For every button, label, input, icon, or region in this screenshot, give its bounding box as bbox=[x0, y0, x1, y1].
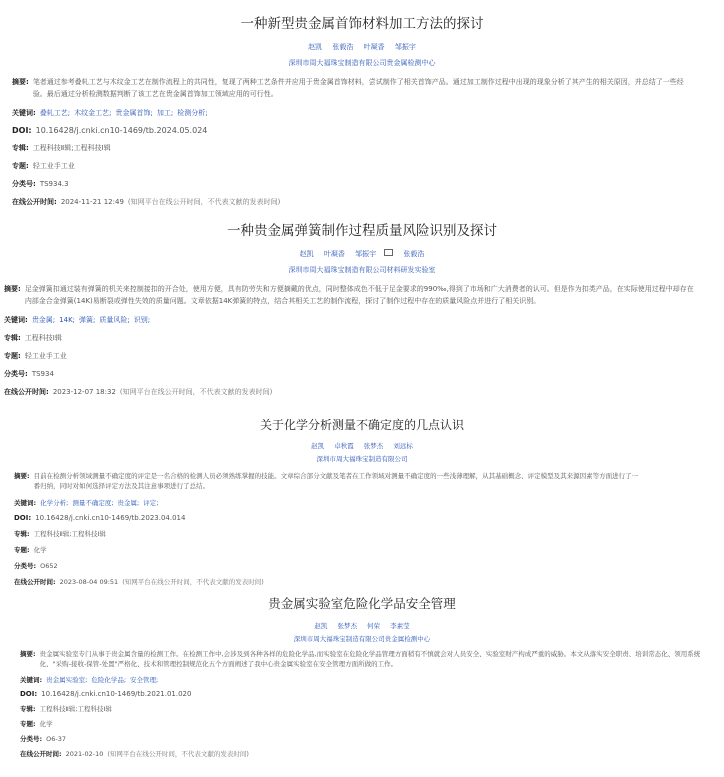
abstract-text: 贵金属实验室专门从事于贵金属含量的检测工作。在检测工作中,会涉及到各种各样的危险化学品,而实验室在危险化学品管理方面稍有不慎就会对人员安全、实验室财产构成严重的威胁。本文从落实安全职责、培训常态化、领用系统化、"采购-接收-保管-处置"严格化、技术和管理控制规范化五个方面阐述了我中心贵金属实验室在安全管理方面所做的工作。 bbox=[39, 650, 701, 668]
series-value: 工程科技Ⅱ辑;工程科技Ⅰ辑 bbox=[33, 530, 106, 538]
doi-label: DOI: bbox=[20, 690, 38, 698]
keyword-link[interactable]: 检测分析; bbox=[177, 109, 208, 117]
keyword-link[interactable]: 贵金属首饰; bbox=[115, 109, 153, 117]
series-label: 专辑: bbox=[4, 334, 21, 342]
abstract bbox=[20, 649, 708, 669]
subject-label: 专题: bbox=[4, 352, 21, 360]
class-row bbox=[12, 179, 696, 189]
paper-title[interactable]: 一种新型贵金属首饰材料加工方法的探讨 bbox=[240, 16, 484, 32]
pub-time-note: (知网平台在线公开时间，不代表文献的发表时间) bbox=[107, 750, 249, 758]
author-list bbox=[0, 249, 724, 259]
pub-time-label: 在线公开时间: bbox=[14, 578, 56, 586]
author-link[interactable]: 叶凝香 bbox=[323, 250, 345, 258]
class-label: 分类号: bbox=[14, 562, 37, 570]
keyword-link[interactable]: 加工; bbox=[156, 109, 174, 117]
author-link[interactable]: 邹振宇 bbox=[355, 250, 377, 258]
author-link[interactable]: 张梦杰 bbox=[337, 622, 357, 630]
class-label: 分类号: bbox=[4, 370, 28, 378]
abstract-label: 摘要: bbox=[20, 650, 36, 658]
keyword-link[interactable]: 识别; bbox=[133, 316, 151, 324]
author-link[interactable]: 何荣 bbox=[367, 622, 381, 630]
keyword-link[interactable]: 贵金属; bbox=[31, 316, 56, 324]
series-row bbox=[4, 333, 698, 343]
abstract-text: 足金弹簧扣通过装有弹簧的机关来控制接扣的开合处，使用方便，具有防劳失和方便摘戴的优点，同时整体成色不低于足金要求的990‰,得到了市场和广大消费者的认可。但是作为扣类产品，在实际使用过程中却存在内部金合金弹簧(14K)易断裂或弹性失效的质量问题。文章依据14K弹簧的特点，结合其相关工艺的制作流程，探讨了制作过程中存在的质量风险点并进行了相关识别。 bbox=[24, 285, 694, 305]
keyword-link[interactable]: 评定; bbox=[143, 499, 159, 507]
pub-time-row bbox=[4, 387, 698, 397]
author-link[interactable]: 刘远标 bbox=[393, 442, 413, 450]
keywords-row bbox=[14, 498, 644, 507]
subject-value: 化学 bbox=[33, 546, 47, 554]
doi-row bbox=[20, 690, 708, 698]
organization-link[interactable]: 深圳市周大福珠宝制造有限公司贵金属检测中心 bbox=[293, 635, 431, 643]
keywords-label: 关键词: bbox=[14, 499, 37, 507]
subject-label: 专题: bbox=[14, 546, 30, 554]
keyword-link[interactable]: 14K; bbox=[59, 316, 76, 324]
series-value: 工程科技Ⅱ辑;工程科技Ⅰ辑 bbox=[39, 705, 112, 713]
keyword-link[interactable]: 贵金属实验室; bbox=[46, 676, 88, 684]
doi-row bbox=[12, 126, 696, 135]
doi-value: 10.16428/j.cnki.cn10-1469/tb.2024.05.024 bbox=[35, 126, 208, 135]
keywords-row bbox=[4, 315, 698, 325]
author-link[interactable]: 张毅浩 bbox=[332, 43, 354, 51]
pub-time-row bbox=[12, 197, 696, 207]
author-link[interactable]: 赵凯 bbox=[299, 250, 314, 258]
doi-label: DOI: bbox=[14, 514, 32, 522]
keywords-row bbox=[12, 108, 696, 118]
keyword-link[interactable]: 叠轧工艺; bbox=[39, 109, 71, 117]
paper-card bbox=[0, 12, 724, 207]
keyword-link[interactable]: 贵金属; bbox=[117, 499, 140, 507]
organization-link[interactable]: 深圳市周大福珠宝制造有限公司材料研发实验室 bbox=[288, 266, 436, 274]
subject-value: 化学 bbox=[39, 720, 53, 728]
pub-time-row bbox=[20, 749, 708, 758]
pub-time-row bbox=[14, 577, 644, 586]
class-row bbox=[20, 734, 708, 743]
organization-link[interactable]: 深圳市周大福珠宝制造有限公司 bbox=[316, 455, 408, 463]
pub-time-value: 2024-11-21 12:49 bbox=[60, 198, 124, 206]
abstract bbox=[12, 76, 696, 100]
pub-time-note: (知网平台在线公开时间，不代表文献的发表时间) bbox=[119, 388, 273, 396]
class-label: 分类号: bbox=[20, 735, 43, 743]
doi-value: 10.16428/j.cnki.cn10-1469/tb.2023.04.014 bbox=[35, 514, 186, 522]
class-value: O6-37 bbox=[46, 735, 66, 743]
paper-card bbox=[0, 416, 724, 586]
series-row bbox=[14, 529, 644, 538]
pub-time-label: 在线公开时间: bbox=[12, 198, 57, 206]
abstract bbox=[4, 283, 698, 307]
pub-time-value: 2023-12-07 18:32 bbox=[52, 388, 116, 396]
subject-row bbox=[20, 719, 708, 728]
series-value: 工程科技Ⅱ辑;工程科技Ⅰ辑 bbox=[32, 144, 111, 152]
series-label: 专辑: bbox=[14, 530, 30, 538]
series-label: 专辑: bbox=[12, 144, 29, 152]
pub-time-note: (知网平台在线公开时间，不代表文献的发表时间) bbox=[122, 578, 264, 586]
series-label: 专辑: bbox=[20, 705, 36, 713]
abstract-label: 摘要: bbox=[12, 78, 29, 86]
author-list bbox=[0, 621, 724, 630]
organization-link[interactable]: 深圳市周大福珠宝制造有限公司贵金属检测中心 bbox=[288, 59, 436, 67]
subject-label: 专题: bbox=[12, 162, 29, 170]
keywords-label: 关键词: bbox=[12, 109, 36, 117]
author-link[interactable]: 李素莹 bbox=[390, 622, 410, 630]
keyword-link[interactable]: 质量风险; bbox=[99, 316, 130, 324]
author-link[interactable]: 张毅浩 bbox=[403, 250, 425, 258]
doi-value: 10.16428/j.cnki.cn10-1469/tb.2021.01.020 bbox=[41, 690, 192, 698]
pub-time-label: 在线公开时间: bbox=[4, 388, 49, 396]
series-row bbox=[20, 704, 708, 713]
keyword-link[interactable]: 安全管理; bbox=[130, 676, 159, 684]
keyword-link[interactable]: 化学分析; bbox=[40, 499, 69, 507]
doi-row bbox=[14, 514, 644, 522]
abstract-label: 摘要: bbox=[14, 472, 30, 480]
keywords-row bbox=[20, 675, 708, 684]
author-link[interactable]: 赵凯 bbox=[314, 622, 328, 630]
author-link[interactable]: 赵凯 bbox=[311, 442, 325, 450]
author-link[interactable]: 卓秋霞 bbox=[334, 442, 354, 450]
class-label: 分类号: bbox=[12, 180, 36, 188]
keyword-link[interactable]: 弹簧; bbox=[79, 316, 96, 324]
author-link[interactable]: 邹振宇 bbox=[394, 43, 416, 51]
pub-time-value: 2021-02-10 bbox=[65, 750, 104, 758]
abstract-label: 摘要: bbox=[4, 285, 21, 293]
series-row bbox=[12, 143, 696, 153]
keyword-link[interactable]: 测量不确定度; bbox=[72, 499, 114, 507]
keywords-label: 关键词: bbox=[4, 316, 28, 324]
subject-label: 专题: bbox=[20, 720, 36, 728]
keyword-link[interactable]: 危险化学品; bbox=[91, 676, 127, 684]
paper-title[interactable]: 一种贵金属弹簧制作过程质量风险识别及探讨 bbox=[227, 223, 497, 239]
paper-card bbox=[0, 219, 724, 397]
class-row bbox=[14, 561, 644, 570]
abstract-text: 笔者通过参考叠轧工艺与木纹金工艺在制作流程上的共同性，复现了两种工艺条件并应用于贵金属首饰材料，尝试制作了相关首饰产品。通过加工制作过程中出现的现象分析了其产生的相关原因，并总结了一些经验。最后通过分析检测数据判断了该工艺在贵金属首饰加工领域应用的可行性。 bbox=[32, 78, 684, 98]
author-list bbox=[0, 42, 724, 52]
paper-card bbox=[0, 594, 724, 758]
subject-value: 轻工业手工业 bbox=[24, 352, 67, 360]
keywords-label: 关键词: bbox=[20, 676, 43, 684]
doi-label: DOI: bbox=[12, 126, 32, 135]
subject-row bbox=[14, 545, 644, 554]
pub-time-value: 2023-08-04 09:51 bbox=[59, 578, 119, 586]
keyword-link[interactable]: 木纹金工艺; bbox=[74, 109, 112, 117]
class-row bbox=[4, 369, 698, 379]
class-value: O652 bbox=[40, 562, 58, 570]
class-value: TS934 bbox=[31, 370, 54, 378]
mail-icon[interactable] bbox=[384, 249, 393, 256]
pub-time-label: 在线公开时间: bbox=[20, 750, 62, 758]
author-link[interactable]: 叶凝香 bbox=[363, 43, 385, 51]
pub-time-note: (知网平台在线公开时间，不代表文献的发表时间) bbox=[127, 198, 281, 206]
author-link[interactable]: 赵凯 bbox=[308, 43, 323, 51]
subject-row bbox=[4, 351, 698, 361]
subject-row bbox=[12, 161, 696, 171]
author-list bbox=[0, 441, 724, 450]
paper-title[interactable]: 贵金属实验室危险化学品安全管理 bbox=[268, 596, 456, 611]
subject-value: 轻工业手工业 bbox=[32, 162, 75, 170]
class-value: TS934.3 bbox=[39, 180, 69, 188]
series-value: 工程科技Ⅰ辑 bbox=[24, 334, 62, 342]
author-link[interactable]: 张梦杰 bbox=[363, 442, 384, 450]
paper-title[interactable]: 关于化学分析测量不确定度的几点认识 bbox=[259, 418, 464, 432]
abstract-text: 目前在检测分析领域测量不确定度的评定是一名合格的检测人员必须熟练掌握的技能。文章综合部分文献及笔者在工作领域对测量不确定度的一些浅薄理解，从其基础概念、评定模型及其来源因素等方面进行了一番归纳，同时对如何选择评定方法及其注意事项进行了总结。 bbox=[33, 472, 639, 490]
abstract bbox=[14, 471, 644, 491]
